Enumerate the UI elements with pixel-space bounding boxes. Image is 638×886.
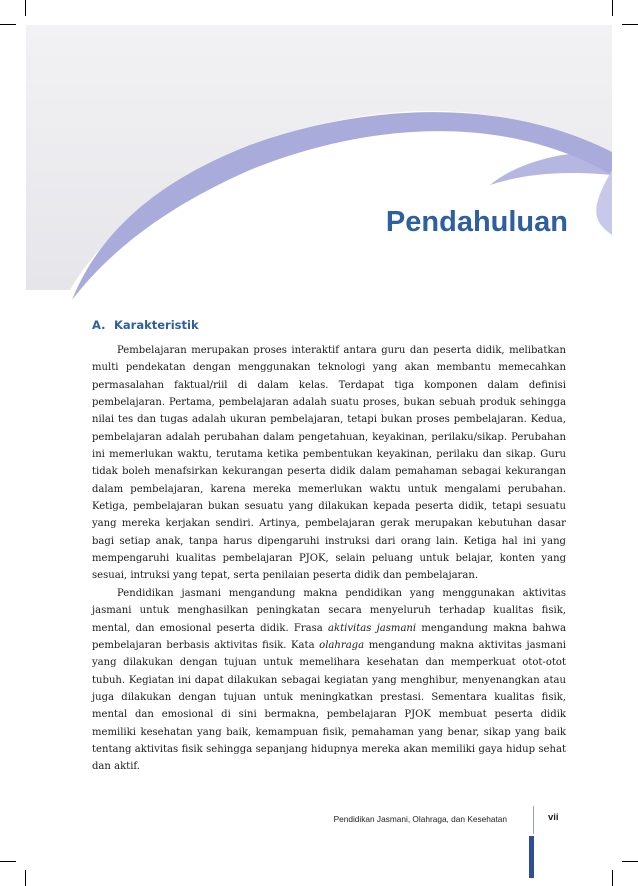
italic-term: olahraga <box>319 639 365 651</box>
header-swoosh-graphic <box>0 0 638 320</box>
text-run: Pembelajaran merupakan proses interaktif antara guru dan peserta didik, melibatkan multi pendekatan dengan menggunakan teknologi yang akan membantu memecahkan permasalahan faktual/riil di dalam kelas. Terdapat tiga komponen dalam definisi pembelajaran. Pertama, pembelajaran adalah suatu proses, bukan sebuah produk sehingga nilai tes dan tugas adalah ukuran pembelajaran, tetapi bukan proses pembelajaran. Kedua, pembelajaran adalah perubahan dalam pengetahuan, keyakinan, perilaku/sikap. Perubahan ini memerlukan waktu, terutama ketika pembentukan keyakinan, perilaku dan sikap. Guru tidak boleh menafsirkan kekurangan peserta didik dalam pemahaman sebagai kekurangan dalam pembelajaran, karena mereka memerlukan waktu untuk mengalami perubahan. Ketiga, pembelajaran bukan sesuatu yang dilakukan kepada peserta didik, tetapi sesuatu yang mereka kerjakan sendiri. Artinya, pembelajaran gerak merupakan kebutuhan dasar bagi setiap anak, tanpa harus dipengaruhi instruksi dari orang lain. Ketiga hal ini yang mempengaruhi kualitas pembelajaran PJOK, selain peluang untuk belajar, konten yang sesuai, intruksi yang tepat, serta penilaian peserta didik dan pembelajaran. <box>92 345 566 582</box>
section-number: A. <box>92 318 106 332</box>
crop-mark-bottom-left-h <box>0 861 16 862</box>
section-heading <box>92 318 199 332</box>
crop-mark-bottom-left-v <box>25 870 26 886</box>
body-text <box>92 342 566 776</box>
chapter-title: Pendahuluan <box>385 206 568 238</box>
footer-divider <box>533 806 534 834</box>
footer-accent-bar <box>529 836 534 878</box>
text-run: mengandung makna aktivitas jasmani yang dilakukan dengan tujuan untuk memelihara kesehatan dan memperkuat otot-otot tubuh. Kegiatan ini dapat dilakukan sebagai kegiatan yang menghibur, menyenangkan atau juga dilakukan dengan tujuan untuk meningkatkan prestasi. Sementara kualitas fisik, mental dan emosional di sini bermakna, pembelajaran PJOK membuat peserta didik memiliki kesehatan yang baik, kemampuan fisik, pemahaman yang benar, sikap yang baik tentang aktivitas fisik sehingga sepanjang hidupnya mereka akan memiliki gaya hidup sehat dan aktif. <box>92 639 566 773</box>
text-run: Pendidikan jasmani mengandung makna pendidikan yang menggunakan aktivitas jasmani untuk menghasilkan peningkatan secara menyeluruh terhadap kualitas fisik, mental, dan emosional peserta didik. Frasa <box>92 587 566 634</box>
section-title: Karakteristik <box>114 318 199 332</box>
paragraph <box>92 342 566 585</box>
paragraph <box>92 585 566 776</box>
italic-term: aktivitas jasmani <box>328 622 417 634</box>
crop-mark-bottom-right-v <box>612 870 613 886</box>
page-number: vii <box>548 812 559 823</box>
footer-book-title: Pendidikan Jasmani, Olahraga, dan Kesehatan <box>333 814 507 824</box>
text-run: mengandung makna bahwa pembelajaran berbasis aktivitas fisik. Kata <box>92 622 566 651</box>
crop-mark-bottom-right-h <box>622 861 638 862</box>
